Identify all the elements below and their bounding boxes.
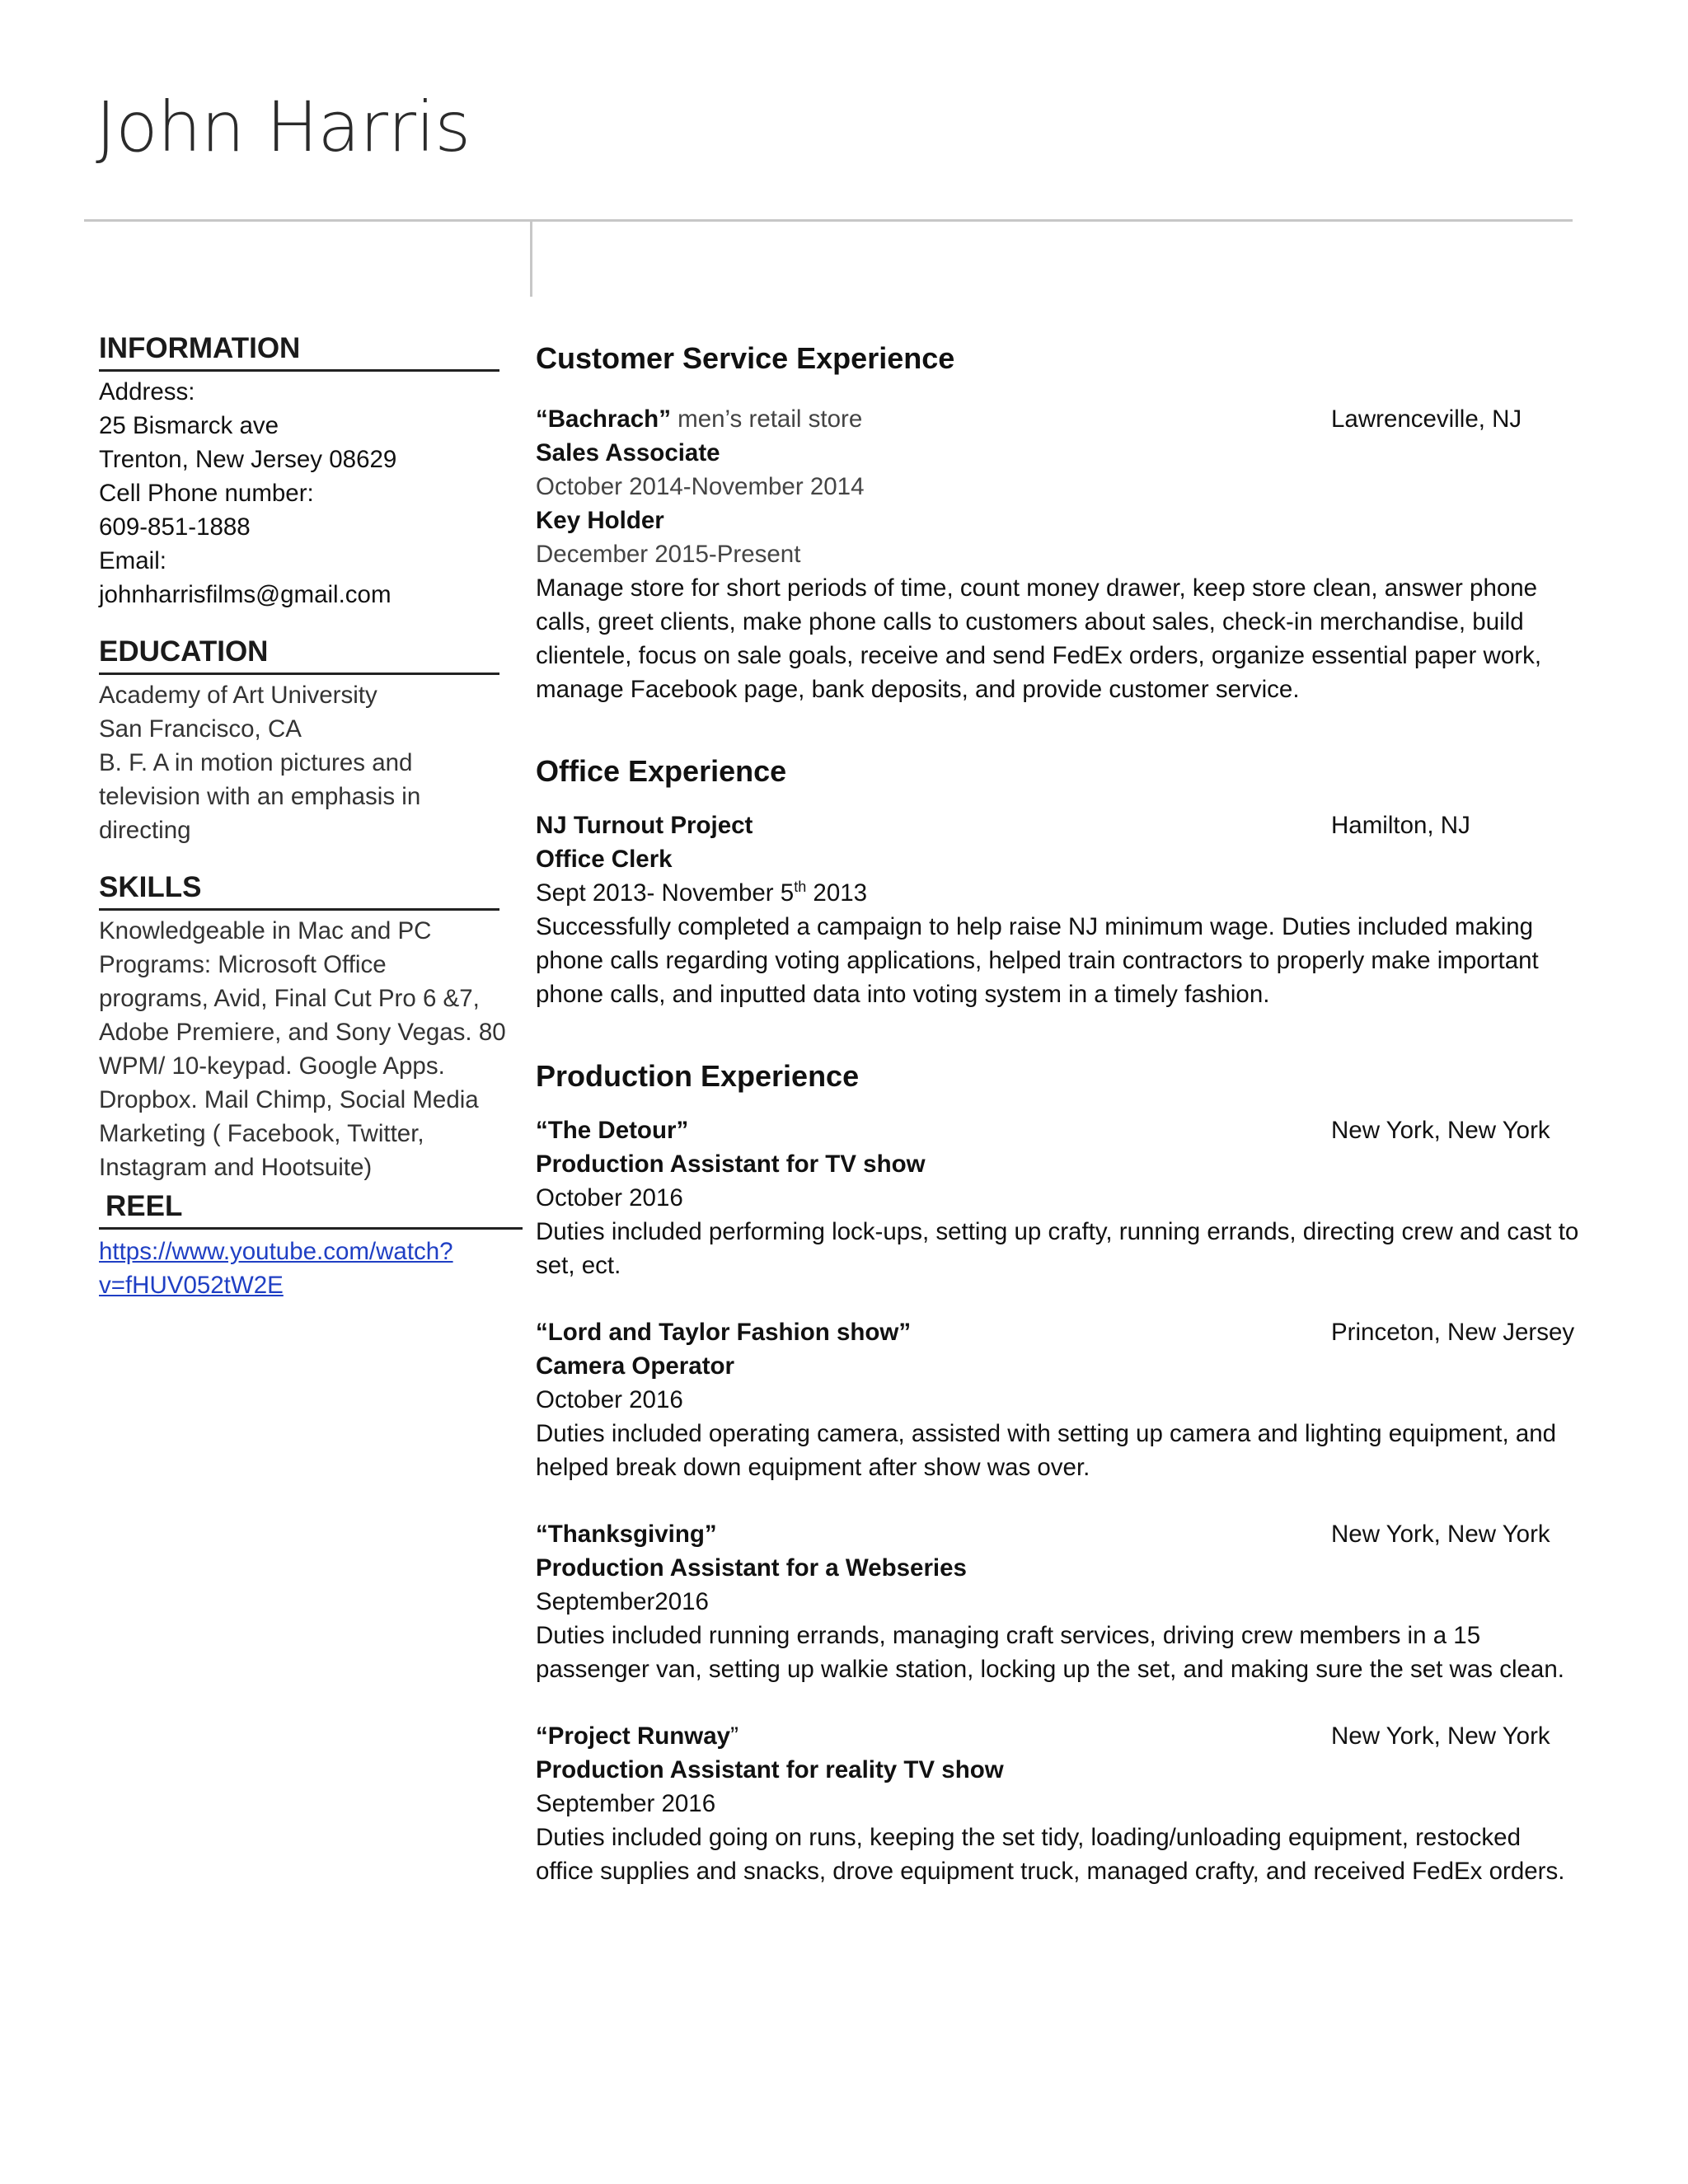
information-body xyxy=(99,375,499,612)
reel-body xyxy=(99,1235,499,1302)
education-line: San Francisco, CA xyxy=(99,715,302,743)
company-name: “Thanksgiving” xyxy=(536,1521,717,1548)
job-date: September 2016 xyxy=(536,1790,716,1817)
job-date: October 2014-November 2014 xyxy=(536,473,865,500)
info-line: Email: xyxy=(99,547,166,574)
entry-header xyxy=(536,1719,1582,1753)
job-role: Production Assistant for reality TV show xyxy=(536,1756,1004,1783)
entry-location: Lawrenceville, NJ xyxy=(1331,405,1522,433)
sidebar xyxy=(99,330,506,1324)
information-section xyxy=(99,330,499,612)
job-date-year: 2013 xyxy=(806,879,868,907)
experience-entry xyxy=(536,1113,1582,1282)
experience-entry xyxy=(536,808,1582,1011)
production-section xyxy=(536,1047,1582,1888)
skills-body xyxy=(99,914,519,1184)
section-title: Office Experience xyxy=(536,754,787,788)
reel-heading: REEL xyxy=(99,1188,523,1230)
job-duties: Manage store for short periods of time, count money drawer, keep store clean, answer phone calls, greet clients, make phone calls to customers about sales, check-in merchandise, build clientele, focus on sale goals, receive and send FedEx orders, organize essential paper work, manage Facebook page, bank deposits, and provide customer service. xyxy=(536,574,1542,703)
resume-name: John Harris xyxy=(96,87,471,167)
job-duties: Duties included going on runs, keeping the set tidy, loading/unloading equipment, restocked office supplies and snacks, drove equipment truck, managed crafty, and received FedEx orders. xyxy=(536,1824,1565,1885)
entry-header xyxy=(536,1517,1582,1551)
entry-location: Princeton, New Jersey xyxy=(1331,1319,1575,1346)
header-vertical-divider xyxy=(530,219,532,297)
experience-entry xyxy=(536,1517,1582,1686)
entry-location: New York, New York xyxy=(1331,1521,1550,1548)
entry-header xyxy=(536,402,1582,436)
info-line: Cell Phone number: xyxy=(99,480,314,507)
education-section xyxy=(99,633,499,847)
skills-line: Instagram and Hootsuite) xyxy=(99,1154,373,1181)
info-line: 25 Bismarck ave xyxy=(99,412,279,439)
entry-header xyxy=(536,1113,1582,1147)
job-date xyxy=(536,876,1582,910)
job-date: September2016 xyxy=(536,1588,709,1615)
experience-entry xyxy=(536,1315,1582,1484)
company-name: “Bachrach” xyxy=(536,405,671,433)
reel-link-line: https://www.youtube.com/watch? xyxy=(99,1238,453,1265)
entry-location: New York, New York xyxy=(1331,1722,1550,1750)
job-duties: Successfully completed a campaign to help raise NJ minimum wage. Duties included making phone calls regarding voting applications, helped train contractors to properly make important phone calls, and inputted data into voting system in a timely fashion. xyxy=(536,913,1539,1008)
job-duties: Duties included performing lock-ups, setting up crafty, running errands, directing crew and cast to set, ect. xyxy=(536,1218,1579,1279)
education-line: Academy of Art University xyxy=(99,682,377,709)
company-name: “Lord and Taylor Fashion show” xyxy=(536,1319,912,1346)
skills-line: WPM/ 10-keypad. Google Apps. xyxy=(99,1052,445,1080)
job-date: October 2016 xyxy=(536,1386,683,1413)
job-role: Production Assistant for a Webseries xyxy=(536,1554,967,1582)
info-line: 609-851-1888 xyxy=(99,513,251,541)
skills-line: Marketing ( Facebook, Twitter, xyxy=(99,1120,424,1147)
date-superscript: th xyxy=(794,879,807,896)
section-title: Production Experience xyxy=(536,1059,860,1093)
reel-section xyxy=(99,1188,499,1302)
skills-heading: SKILLS xyxy=(99,869,499,911)
header-divider xyxy=(84,219,1573,222)
information-heading: INFORMATION xyxy=(99,330,499,372)
customer-service-section xyxy=(536,330,1582,706)
job-role: Office Clerk xyxy=(536,846,673,873)
reel-link-line: v=fHUV052tW2E xyxy=(99,1272,284,1299)
entry-location: Hamilton, NJ xyxy=(1331,812,1470,839)
company-quote: ” xyxy=(730,1722,738,1750)
company-name: “Project Runway xyxy=(536,1722,731,1750)
job-date: October 2016 xyxy=(536,1184,683,1212)
education-heading: EDUCATION xyxy=(99,633,499,675)
experience-entry xyxy=(536,402,1582,706)
info-line: Trenton, New Jersey 08629 xyxy=(99,446,397,473)
reel-link[interactable] xyxy=(99,1235,499,1302)
company-name: “The Detour” xyxy=(536,1117,689,1144)
job-role: Camera Operator xyxy=(536,1352,735,1380)
company-name: NJ Turnout Project xyxy=(536,812,753,839)
skills-line: Dropbox. Mail Chimp, Social Media xyxy=(99,1086,479,1113)
entry-header xyxy=(536,808,1582,842)
entry-location: New York, New York xyxy=(1331,1117,1550,1144)
education-line: B. F. A in motion pictures and xyxy=(99,749,413,776)
education-body xyxy=(99,678,499,847)
job-role: Production Assistant for TV show xyxy=(536,1151,926,1178)
company-description: men’s retail store xyxy=(670,405,863,433)
main-content xyxy=(536,330,1582,1888)
job-duties: Duties included running errands, managing craft services, driving crew members in a 15 passenger van, setting up walkie station, locking up the set, and making sure the set was clean. xyxy=(536,1622,1564,1683)
info-line: Address: xyxy=(99,378,195,405)
office-section xyxy=(536,743,1582,1011)
skills-line: Knowledgeable in Mac and PC xyxy=(99,917,432,944)
info-line: johnharrisfilms@gmail.com xyxy=(99,581,392,608)
job-date-text: Sept 2013- November 5 xyxy=(536,879,795,907)
entry-header xyxy=(536,1315,1582,1349)
skills-line: Programs: Microsoft Office xyxy=(99,951,387,978)
skills-line: Adobe Premiere, and Sony Vegas. 80 xyxy=(99,1019,506,1046)
job-date: December 2015-Present xyxy=(536,541,801,568)
education-line: television with an emphasis in xyxy=(99,783,421,810)
experience-entry xyxy=(536,1719,1582,1888)
skills-line: programs, Avid, Final Cut Pro 6 &7, xyxy=(99,985,480,1012)
skills-section xyxy=(99,869,506,1184)
job-role: Key Holder xyxy=(536,507,664,534)
job-role: Sales Associate xyxy=(536,439,720,466)
job-duties: Duties included operating camera, assisted with setting up camera and lighting equipment, and helped break down equipment after show was over. xyxy=(536,1420,1557,1481)
section-title: Customer Service Experience xyxy=(536,341,955,375)
education-line: directing xyxy=(99,817,191,844)
